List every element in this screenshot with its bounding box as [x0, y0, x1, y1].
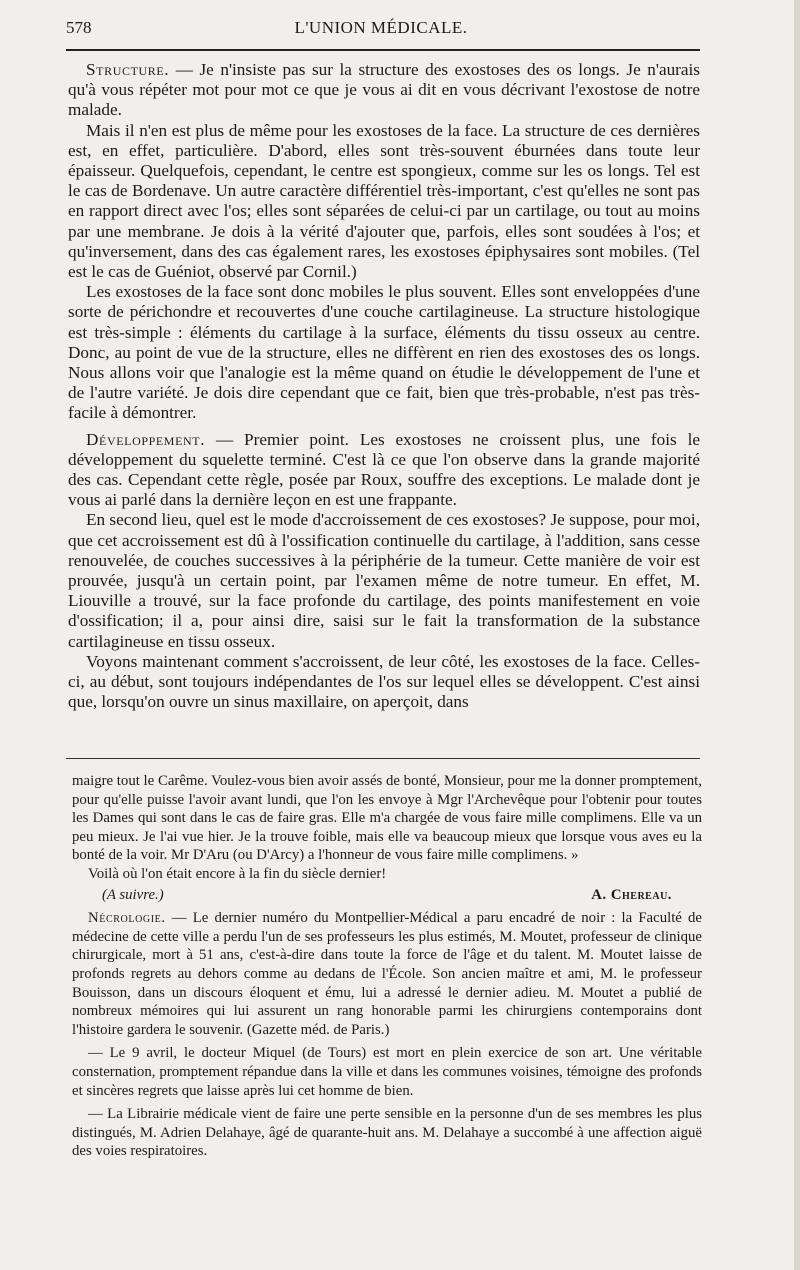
paragraph-growth-mode: En second lieu, quel est le mode d'accroissement de ces exostoses? Je suppose, pour moi, que cet accroissement est dû à l'ossification continuelle du cartilage, à l'addition, sans cesse renouvelée, de couches successives à la périphérie de la tumeur. Cette manière de voir est prouvée, jusqu'à un certain point, par l'examen même de notre tumeur. En effet, M. Liouville a trouvé, sur la face profonde du cartilage, des points manifestement en voie d'ossification; il a, pour ainsi dire, saisi sur le fait la transformation de la substance cartilagineuse en tissu osseux. [68, 510, 700, 651]
section-label-development: Développement. [86, 429, 206, 449]
signature-line [72, 886, 702, 905]
paragraph-face-structure: Mais il n'en est plus de même pour les exostoses de la face. La structure de ces dernières est, en effet, particulière. D'abord, elles sont très-souvent éburnées dans toute leur épaisseur. Quelquefois, cependant, le centre est spongieux, comme sur les os longs. Tel est le cas de Bordenave. Un autre caractère différentiel très-important, c'est qu'elles ne sont pas en rapport direct avec l'os; elles sont séparées de celui-ci par un cartilage, ou tout au moins par une membrane. Je dois à la vérité d'ajouter que, parfois, elles sont soudées à l'os; et qu'inversement, dans des cas également rares, les exostoses épiphysaires sont mobiles. (Tel est le cas de Guéniot, observé par Cornil.) [68, 120, 700, 282]
page-edge [794, 0, 800, 1270]
paragraph-structure [68, 60, 700, 121]
obituary-miquel: — Le 9 avril, le docteur Miquel (de Tours) est mort en plein exercice de son art. Une véritable consternation, promptement répandue dans la ville et dans les communes voisines, témoigne des profonds et sincères regrets que laisse après lui cet homme de bien. [72, 1045, 702, 1099]
page-number: 578 [66, 18, 92, 37]
paragraph-text: — Premier point. Les exostoses ne croissent plus, une fois le développement du squelette terminé. C'est là ce que l'on observe dans la grande majorité des cas. Cependant cette règle, posée par Roux, souffre des exceptions. Le malade dont je vous ai parlé dans la dernière leçon en est une frappante. [68, 429, 700, 510]
century-remark: Voilà où l'on était encore à la fin du siècle dernier! [88, 865, 387, 882]
obituary-text: — Le dernier numéro du Montpellier-Médical a paru encadré de noir : la Faculté de médecine de cette ville a perdu l'un de ses professeurs les plus estimés, M. Moutet, professeur de clinique chirurgicale, mort à 51 ans, c'est-à-dire dans toute la force de l'âge et du talent. M. Moutet laisse de profonds regrets au dehors comme au dedans de l'École. Son ancien maître et ami, M. le professeur Bouisson, dans un discours éloquent et ému, lui a adressé le dernier adieu. M. Moutet a publié de nombreux mémoires qui lui assurent un rang honorable parmi les chirurgiens contemporains dont l'histoire gardera le souvenir. (Gazette méd. de Paris.) [72, 910, 702, 1038]
paragraph-face-growth: Voyons maintenant comment s'accroissent, de leur côté, les exostoses de la face. Celles-ci, au début, sont toujours indépendantes de l'os sur lequel elles se développent. C'est ainsi que, lorsqu'on ouvre un sinus maxillaire, on aperçoit, dans [68, 651, 700, 712]
feuilleton-section [72, 772, 702, 1161]
paragraph-development [68, 430, 700, 511]
necrology-label: Nécrologie. [88, 910, 166, 927]
column-separator-rule [66, 758, 700, 759]
paragraph-text: — Je n'insiste pas sur la structure des exostoses des os longs. Je n'aurais qu'à vous répéter mot pour mot ce que je vous ai dit en vous décrivant l'exostose de notre malade. [68, 60, 700, 120]
header-rule [66, 49, 700, 51]
obituary-delahaye: — La Librairie médicale vient de faire une perte sensible en la personne d'un de ses membres les plus distingués, M. Adrien Delahaye, âgé de quarante-huit ans. M. Delahaye a succombé à une affection aiguë des voies respiratoires. [72, 1106, 702, 1160]
main-article [68, 60, 700, 713]
author-signature: A. Chereau. [591, 886, 672, 903]
paragraph-mobility: Les exostoses de la face sont donc mobiles le plus souvent. Elles sont enveloppées d'une sorte de périchondre et recouvertes d'une couche cartilagineuse. La structure histologique est très-simple : éléments du cartilage à la surface, éléments du tissu osseux au centre. Donc, au point de vue de la structure, elles ne diffèrent en rien des exostoses des os longs. Nous allons voir que l'analogie est la même quand on étudie le développement de l'une et de l'autre variété. Je dois dire cependant que ce fait, bien que très-probable, n'est pas très-facile à démontrer. [68, 282, 700, 423]
to-be-continued: (A suivre.) [102, 886, 164, 903]
obituary-moutet [72, 909, 702, 1039]
letter-excerpt: maigre tout le Carême. Voulez-vous bien avoir assés de bonté, Monsieur, pour me la donner promptement, pour qu'elle puisse l'avoir avant lundi, que l'on les envoye à Mgr l'Archevêque pour l'obtenir pour toutes les Dames qui sont dans le cas de faire gras. Elle m'a chargée de vous faire mille complimens. Elle va un peu mieux. Je l'ai vue hier. Je la trouve foible, mais elle va beaucoup mieux que lorsque vous aves eu la bonté de la voir. Mr D'Aru (ou D'Arcy) a l'honneur de vous faire mille complimens. » [72, 773, 702, 864]
running-title: L'UNION MÉDICALE. [294, 18, 468, 37]
page-header [66, 18, 696, 46]
section-label-structure: Structure. [86, 60, 170, 79]
